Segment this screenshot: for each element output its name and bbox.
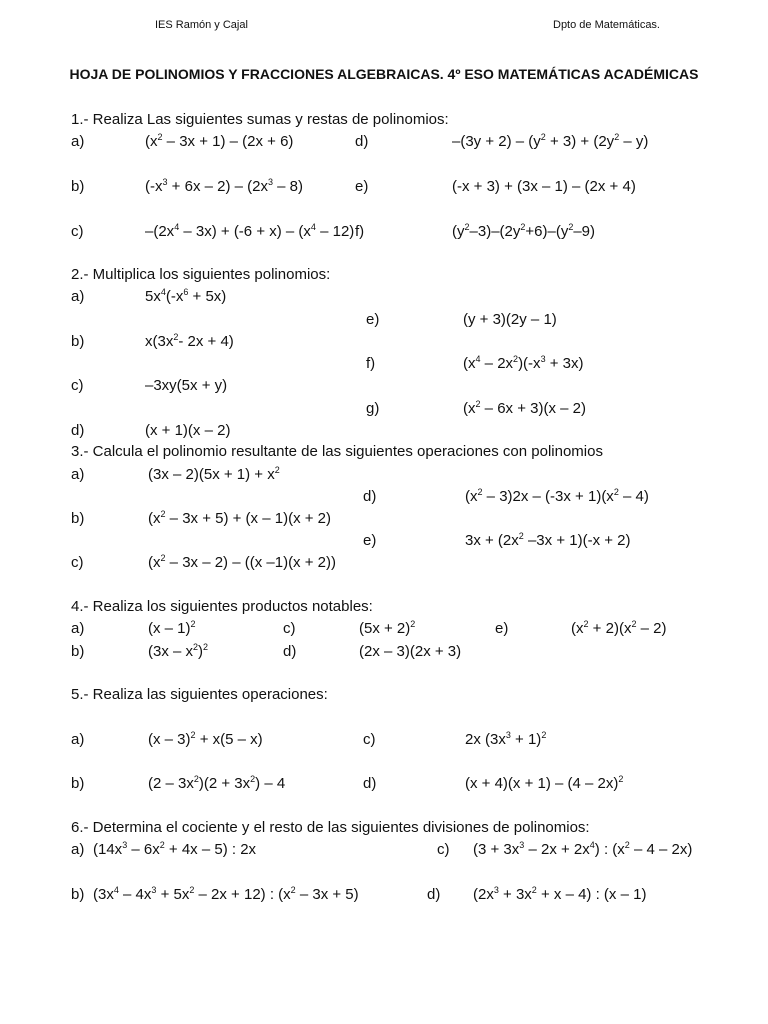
ex1-c-expr: $-(2x^4 - 3x) + (-6 + x) - (x^4 - 12)$ bbox=[145, 222, 355, 240]
ex1-b-expr: $(-x^3 + 6x - 2) - (2x^3 - 8)$ bbox=[145, 177, 304, 195]
school-name: IES Ramón y Cajal bbox=[155, 19, 248, 31]
ex6-b-expr: $(3x^4 - 4x^3 + 5x^2 - 2x + 12)$ : $(x^2 - 3x + 5)$ bbox=[93, 885, 359, 903]
ex6-a-expr: $(14x^3 - 6x^2 + 4x - 5)$ : 2x bbox=[93, 840, 257, 858]
ex6-c-expr: $(3 + 3x^3 - 2x + 2x^4)$ : $(x^2 - 4 - 2x)$ bbox=[473, 840, 693, 858]
ex6-d-label: d) bbox=[427, 886, 441, 903]
ex1-e-label: e) bbox=[355, 178, 369, 195]
ex1-a-label: a) bbox=[71, 133, 85, 150]
exercise-1-heading: 1.- Realiza Las siguientes sumas y restas de polinomios: bbox=[71, 111, 449, 128]
ex5-a-label: a) bbox=[71, 731, 85, 748]
ex2-f-label: f) bbox=[366, 355, 376, 372]
ex3-a-expr: $(3x - 2)(5x + 1) + x^2$ bbox=[148, 465, 280, 483]
ex5-d-label: d) bbox=[363, 775, 377, 792]
exercise-5-heading: 5.- Realiza las siguientes operaciones: bbox=[71, 686, 328, 703]
ex2-e-expr: (y + 3)(2y – 1) bbox=[463, 311, 557, 328]
ex6-b-label: b) bbox=[71, 886, 85, 903]
ex3-e-expr: $3x + (2x^2$ –3x + 1)(-x + 2) bbox=[465, 531, 631, 549]
ex3-a-label: a) bbox=[71, 466, 85, 483]
ex6-a-label: a) bbox=[71, 841, 85, 858]
ex3-d-label: d) bbox=[363, 488, 377, 505]
ex2-g-label: g) bbox=[366, 400, 380, 417]
ex5-d-expr: (x + 4)(x + 1) – (4 – 2x)$^2$ bbox=[465, 774, 624, 792]
ex4-c-expr: $(5x + 2)^2$ bbox=[359, 619, 416, 637]
ex1-d-label: d) bbox=[355, 133, 369, 150]
ex3-e-label: e) bbox=[363, 532, 377, 549]
ex2-a-label: a) bbox=[71, 288, 85, 305]
ex2-d-label: d) bbox=[71, 422, 85, 439]
ex3-c-expr: $(x^2 - 3x - 2) - ((x$ –1)(x + 2)) bbox=[148, 553, 336, 571]
ex4-e-label: e) bbox=[495, 620, 509, 637]
ex3-c-label: c) bbox=[71, 554, 84, 571]
ex4-a-label: a) bbox=[71, 620, 85, 637]
page-title: HOJA DE POLINOMIOS Y FRACCIONES ALGEBRAICAS. 4º ESO MATEMÁTICAS ACADÉMICAS bbox=[69, 66, 699, 82]
ex1-a-expr: $(x^2 - 3x + 1) - (2x + 6)$ bbox=[145, 132, 294, 150]
ex4-d-label: d) bbox=[283, 643, 297, 660]
ex1-d-expr: $-(3y + 2) - (y^2 + 3) + (2y^2 - y)$ bbox=[452, 132, 649, 150]
ex4-d-expr: (2x – 3)(2x + 3) bbox=[359, 643, 462, 660]
ex1-e-expr: (-x + 3) + (3x – 1) – (2x + 4) bbox=[452, 178, 636, 195]
ex4-a-expr: (x – 1)$^2$ bbox=[148, 619, 196, 637]
ex2-e-label: e) bbox=[366, 311, 380, 328]
ex5-b-label: b) bbox=[71, 775, 85, 792]
ex3-b-label: b) bbox=[71, 510, 85, 527]
ex2-b-label: b) bbox=[71, 333, 85, 350]
ex2-c-label: c) bbox=[71, 377, 84, 394]
ex1-c-label: c) bbox=[71, 223, 84, 240]
ex4-e-expr: $(x^2 + 2)(x^2 - 2)$ bbox=[571, 619, 667, 637]
ex1-f-expr: $(y^2-3)-(2y^2+6)-(y^2-9)$ bbox=[452, 222, 596, 240]
ex6-c-label: c) bbox=[437, 841, 450, 858]
ex2-d-expr: (x + 1)(x – 2) bbox=[145, 422, 231, 439]
ex5-b-expr: $(2 - 3x^2)(2 + 3x^2) - 4$ bbox=[148, 774, 286, 792]
ex3-b-expr: $(x^2 - 3x + 5) + (x - 1)(x + 2)$ bbox=[148, 509, 331, 527]
ex1-f-label: f) bbox=[355, 223, 365, 240]
ex1-b-label: b) bbox=[71, 178, 85, 195]
ex4-b-label: b) bbox=[71, 643, 85, 660]
ex2-c-expr: –3xy(5x + y) bbox=[145, 377, 228, 394]
ex5-c-expr: 2x $(3x^3 + 1)^2$ bbox=[465, 730, 547, 748]
exercise-6-heading: 6.- Determina el cociente y el resto de las siguientes divisiones de polinomios: bbox=[71, 819, 590, 836]
ex6-d-expr: $(2x^3 + 3x^2 + x - 4)$ : (x – 1) bbox=[473, 885, 647, 903]
exercise-4-heading: 4.- Realiza los siguientes productos notables: bbox=[71, 598, 373, 615]
ex2-a-expr: $5x^4(-x^6 + 5x)$ bbox=[145, 287, 227, 305]
ex3-d-expr: $(x^2 - 3)2x - (-3x + 1)(x^2 - 4)$ bbox=[465, 487, 649, 505]
ex4-c-label: c) bbox=[283, 620, 296, 637]
exercise-2-heading: 2.- Multiplica los siguientes polinomios: bbox=[71, 266, 331, 283]
ex2-g-expr: $(x^2 - 6x + 3)(x - 2)$ bbox=[463, 399, 586, 417]
department-name: Dpto de Matemáticas. bbox=[553, 19, 660, 31]
ex4-b-expr: $(3x - x^2)^2$ bbox=[148, 642, 209, 660]
ex2-b-expr: $x(3x^2-$ 2x + 4) bbox=[145, 332, 234, 350]
exercise-3-heading: 3.- Calcula el polinomio resultante de las siguientes operaciones con polinomios bbox=[71, 443, 603, 460]
ex5-c-label: c) bbox=[363, 731, 376, 748]
ex5-a-expr: (x – 3)$^2$ + x(5 – x) bbox=[148, 730, 263, 748]
ex2-f-expr: $(x^4 - 2x^2)(-x^3 + 3x)$ bbox=[463, 354, 584, 372]
